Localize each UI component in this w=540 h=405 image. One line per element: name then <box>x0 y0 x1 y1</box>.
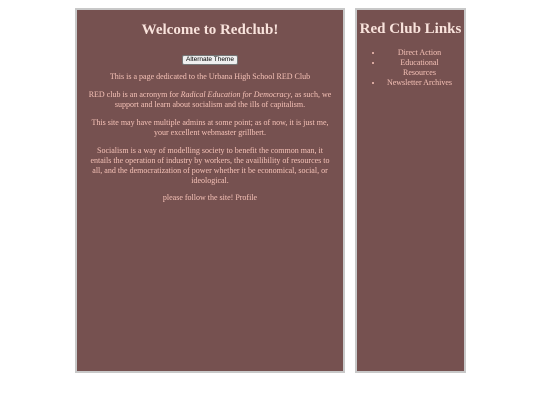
main-content-panel <box>75 8 345 373</box>
list-item <box>383 58 456 78</box>
socialism-paragraph: Socialism is a way of modelling society to benefit the common man, it entails the operation of industry by workers, the availibility of resources to all, and the democratization of power whether it be economical, social, or ideological. <box>90 146 330 185</box>
links-list <box>357 48 464 88</box>
newsletter-archives-link[interactable]: Newsletter Archives <box>386 78 453 87</box>
acronym-text-end: , as such, we support and learn about socialism and the ills of capitalism. <box>114 90 332 109</box>
sidebar-title: Red Club Links <box>359 21 462 37</box>
profile-link[interactable]: Profile <box>235 193 258 202</box>
list-item <box>383 48 456 58</box>
page-title: Welcome to Redclub! <box>141 22 279 38</box>
list-item <box>383 78 456 88</box>
educational-resources-link[interactable]: Educational Resources <box>400 58 439 77</box>
intro-paragraph: This is a page dedicated to the Urbana High School RED Club <box>109 72 311 81</box>
acronym-paragraph <box>87 90 333 110</box>
direct-action-link[interactable]: Direct Action <box>397 48 442 57</box>
acronym-text-start: RED club is an acronym for <box>88 90 181 99</box>
acronym-expansion: Radical Education for Democracy <box>180 90 291 99</box>
follow-paragraph <box>87 193 333 203</box>
alternate-theme-button[interactable]: Alternate Theme <box>182 55 238 65</box>
links-sidebar <box>355 8 466 373</box>
admins-paragraph: This site may have multiple admins at some point; as of now, it is just me, your excellent webmaster grillbert. <box>91 118 329 137</box>
follow-text: please follow the site! <box>162 193 234 202</box>
